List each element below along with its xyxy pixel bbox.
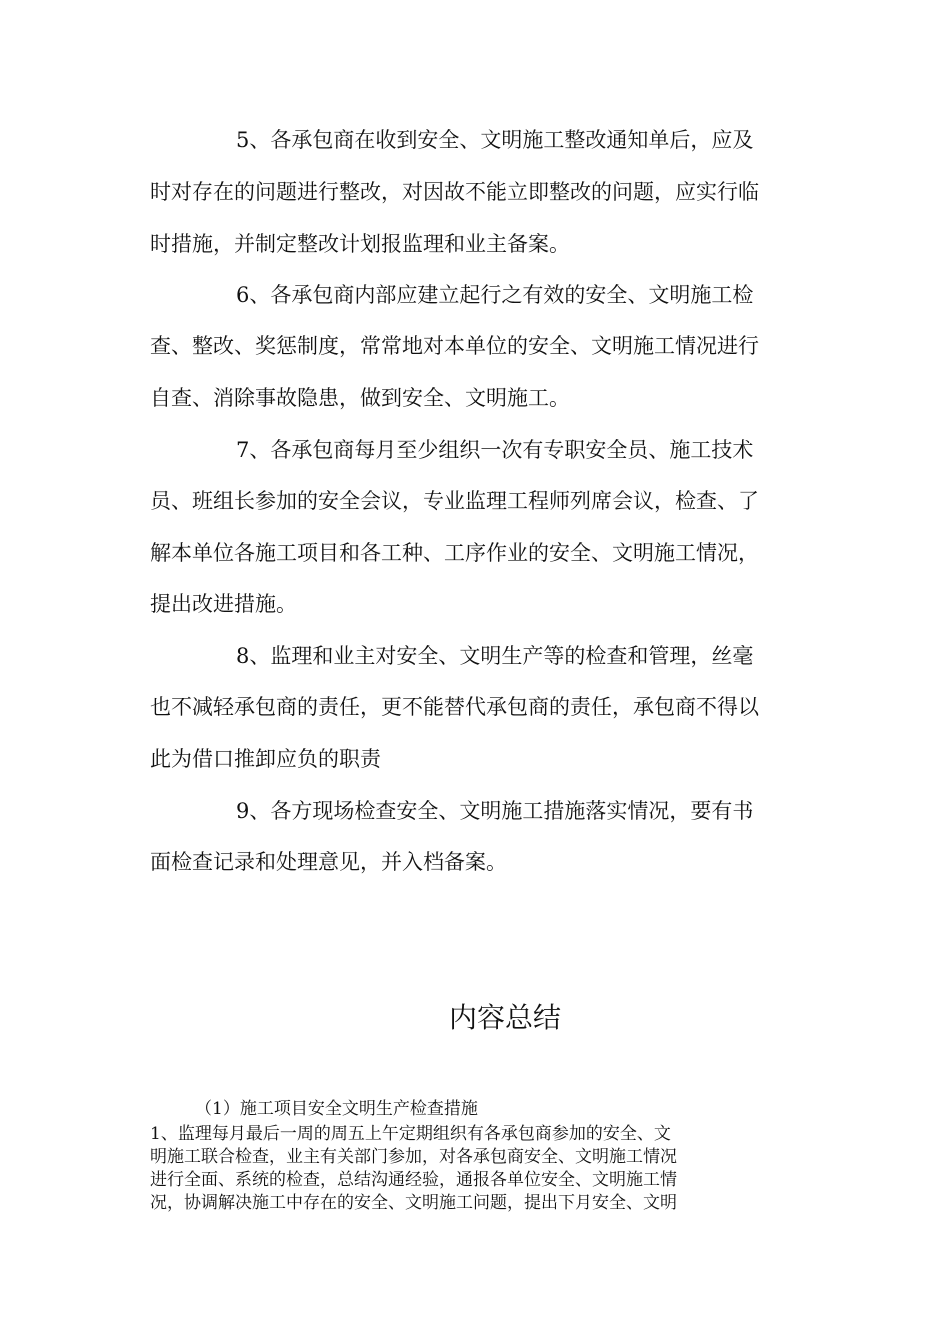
summary-line-1: 1、监理每月最后一周的周五上午定期组织有各承包商参加的安全、文 bbox=[150, 1124, 671, 1144]
paragraph-8-line-1: 8、监理和业主对安全、文明生产等的检查和管理，丝毫 bbox=[236, 644, 754, 668]
paragraph-6-line-3: 自查、消除事故隐患，做到安全、文明施工。 bbox=[150, 386, 570, 410]
summary-title: 内容总结 bbox=[448, 1001, 561, 1034]
paragraph-6-line-2: 查、整改、奖惩制度，常常地对本单位的安全、文明施工情况进行 bbox=[150, 334, 759, 358]
paragraph-6-line-1: 6、各承包商内部应建立起行之有效的安全、文明施工检 bbox=[236, 283, 754, 307]
paragraph-7-line-2: 员、班组长参加的安全会议，专业监理工程师列席会议，检查、了 bbox=[150, 489, 759, 513]
summary-line-2: 明施工联合检查，业主有关部门参加，对各承包商安全、文明施工情况 bbox=[150, 1147, 677, 1167]
paragraph-7-line-4: 提出改进措施。 bbox=[150, 592, 297, 616]
paragraph-8-line-2: 也不减轻承包商的责任，更不能替代承包商的责任，承包商不得以 bbox=[150, 695, 759, 719]
paragraph-8-line-3: 此为借口推卸应负的职责 bbox=[150, 747, 381, 771]
summary-line-4: 况，协调解决施工中存在的安全、文明施工问题，提出下月安全、文明 bbox=[150, 1193, 677, 1213]
paragraph-7-line-1: 7、各承包商每月至少组织一次有专职安全员、施工技术 bbox=[236, 438, 754, 462]
paragraph-5-line-1: 5、各承包商在收到安全、文明施工整改通知单后，应及 bbox=[236, 128, 754, 152]
paragraph-5-line-2: 时对存在的问题进行整改，对因故不能立即整改的问题，应实行临 bbox=[150, 180, 759, 204]
summary-line-3: 进行全面、系统的检查，总结沟通经验，通报各单位安全、文明施工情 bbox=[150, 1170, 677, 1190]
paragraph-9-line-2: 面检查记录和处理意见，并入档备案。 bbox=[150, 850, 507, 874]
paragraph-5-line-3: 时措施，并制定整改计划报监理和业主备案。 bbox=[150, 232, 570, 256]
paragraph-7-line-3: 解本单位各施工项目和各工种、工序作业的安全、文明施工情况， bbox=[150, 541, 759, 565]
paragraph-9-line-1: 9、各方现场检查安全、文明施工措施落实情况，要有书 bbox=[236, 799, 754, 823]
summary-heading: （1）施工项目安全文明生产检查措施 bbox=[195, 1099, 478, 1119]
